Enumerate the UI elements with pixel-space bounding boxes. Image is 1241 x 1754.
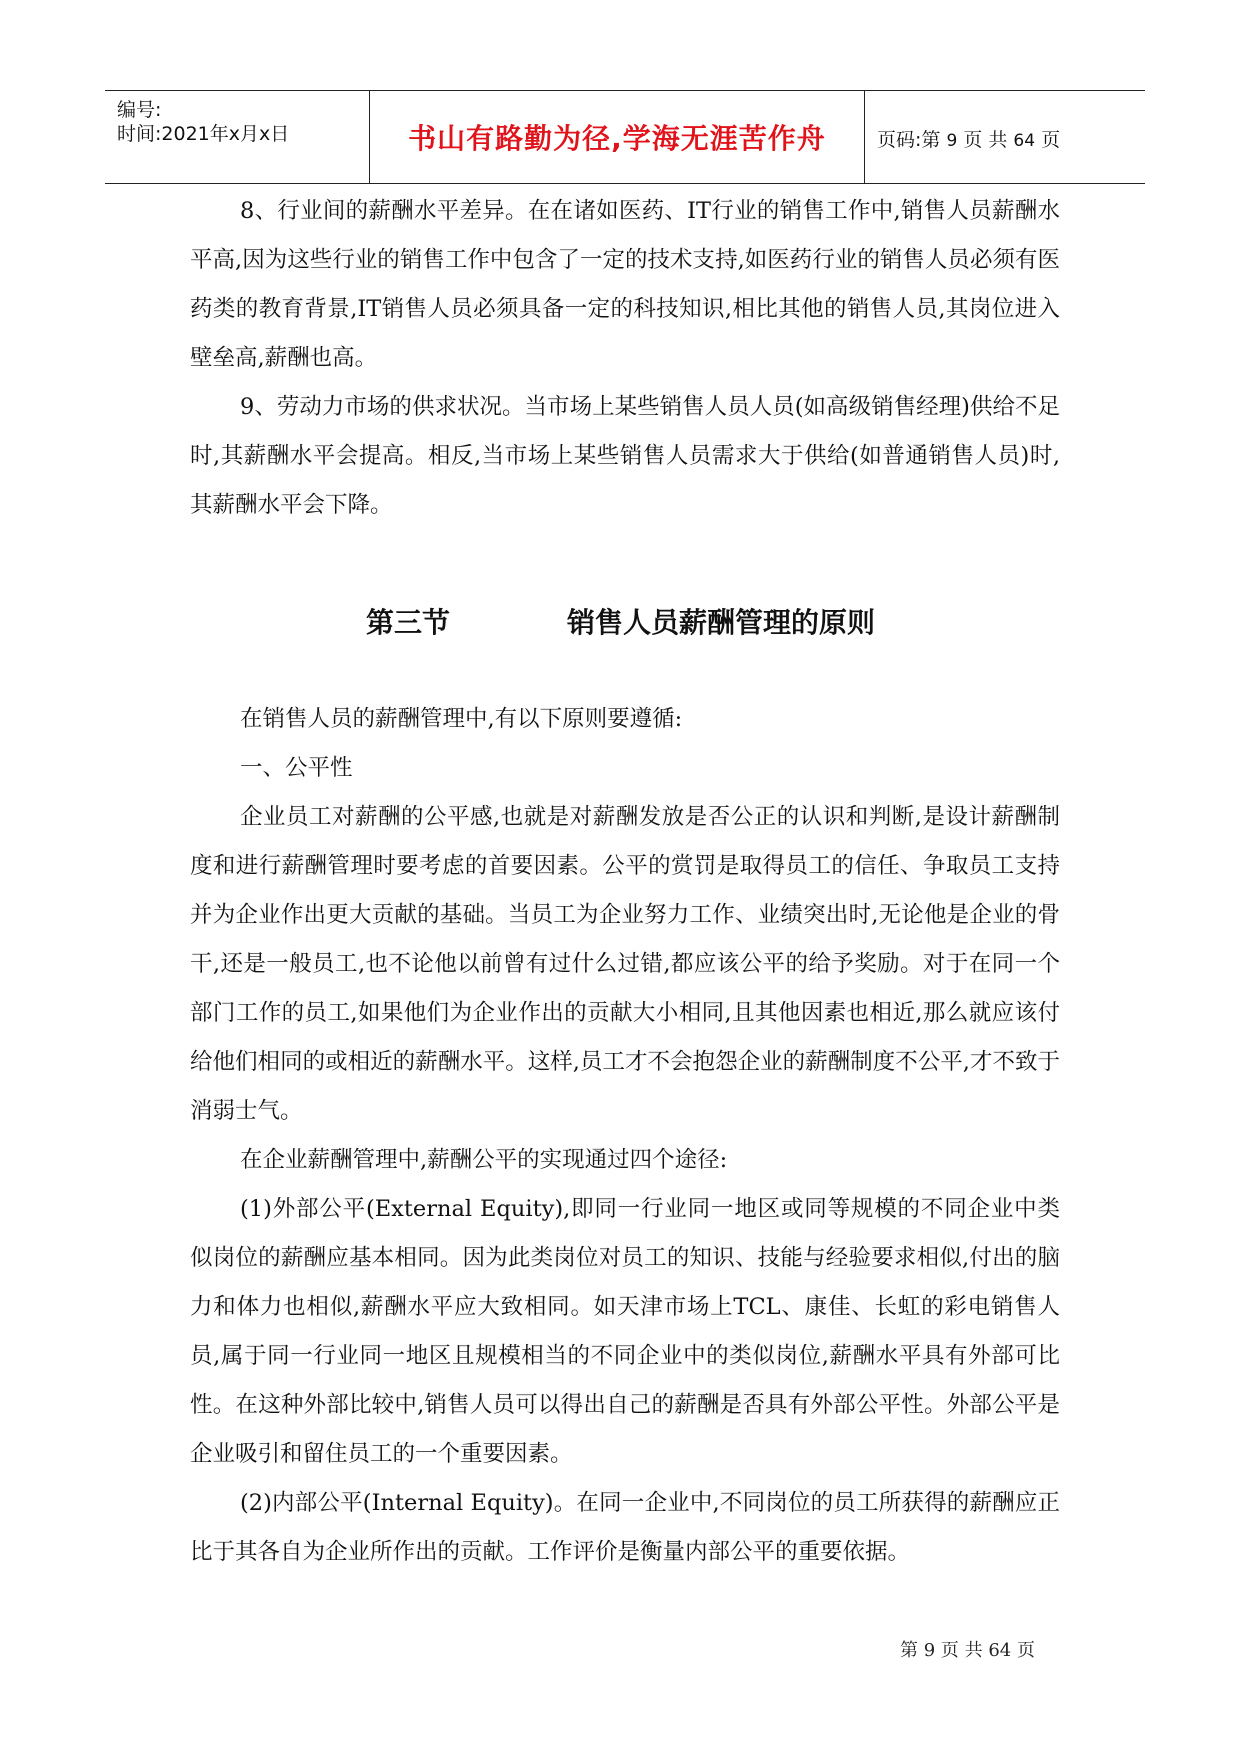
- page-total: 64: [1013, 131, 1036, 151]
- paragraph-four-ways: 在企业薪酬管理中,薪酬公平的实现通过四个途径:: [240, 1147, 728, 1173]
- page-current: 9: [946, 131, 958, 151]
- document-number-label: 编号:: [117, 99, 162, 121]
- header-page-code: [877, 125, 1060, 152]
- page-suffix: 页: [1041, 129, 1061, 151]
- section-number: 第三节: [365, 606, 450, 639]
- section-heading: [0, 601, 1241, 641]
- section-title: 销售人员薪酬管理的原则: [566, 606, 875, 639]
- document-time-label: 时间:2021年x月x日: [117, 123, 290, 145]
- paragraph-fairness: 企业员工对薪酬的公平感,也就是对薪酬发放是否公正的认识和判断,是设计薪酬制度和进行薪酬管理时要考虑的首要因素。公平的赏罚是取得员工的信任、争取员工支持并为企业作出更大贡献的基础。当员工为企业努力工作、业绩突出时,无论他是企业的骨干,还是一般员工,也不论他以前曾有过什么过错,都应该公平的给予奖励。对于在同一个部门工作的员工,如果他们为企业作出的贡献大小相同,且其他因素也相近,那么就应该付给他们相同的或相近的薪酬水平。这样,员工才不会抱怨企业的薪酬制度不公平,才不致于消弱士气。: [190, 804, 1060, 1124]
- paragraph-industry-difference: 8、行业间的薪酬水平差异。在在诸如医药、IT行业的销售工作中,销售人员薪酬水平高,因为这些行业的销售工作中包含了一定的技术支持,如医药行业的销售人员必须有医药类的教育背景,IT销售人员必须具备一定的科技知识,相比其他的销售人员,其岗位进入壁垒高,薪酬也高。: [190, 198, 1060, 371]
- paragraph-external-equity: (1)外部公平(External Equity),即同一行业同一地区或同等规模的不同企业中类似岗位的薪酬应基本相同。因为此类岗位对员工的知识、技能与经验要求相似,付出的脑力和体力也相似,薪酬水平应大致相同。如天津市场上TCL、康佳、长虹的彩电销售人员,属于同一行业同一地区且规模相当的不同企业中的类似岗位,薪酬水平具有外部可比性。在这种外部比较中,销售人员可以得出自己的薪酬是否具有外部公平性。外部公平是企业吸引和留住员工的一个重要因素。: [190, 1196, 1060, 1467]
- header-left-cell: [105, 91, 369, 183]
- paragraph-principles-intro: 在销售人员的薪酬管理中,有以下原则要遵循:: [240, 706, 683, 732]
- page-mid: 页 共: [963, 129, 1008, 151]
- page-footer: 第 9 页 共 64 页: [900, 1640, 1035, 1661]
- page-header: [105, 90, 1145, 184]
- header-motto-cell: [369, 91, 865, 183]
- header-page-cell: [865, 91, 1145, 183]
- page-prefix: 页码:第: [877, 129, 941, 151]
- paragraph-labor-market: 9、劳动力市场的供求状况。当市场上某些销售人员人员(如高级销售经理)供给不足时,其薪酬水平会提高。相反,当市场上某些销售人员需求大于供给(如普通销售人员)时,其薪酬水平会下降。: [190, 394, 1060, 518]
- paragraph-internal-equity: (2)内部公平(Internal Equity)。在同一企业中,不同岗位的员工所获得的薪酬应正比于其各自为企业所作出的贡献。工作评价是衡量内部公平的重要依据。: [190, 1490, 1060, 1565]
- header-motto: 书山有路勤为径,学海无涯苦作舟: [408, 122, 826, 155]
- subheading-fairness: 一、公平性: [240, 755, 353, 781]
